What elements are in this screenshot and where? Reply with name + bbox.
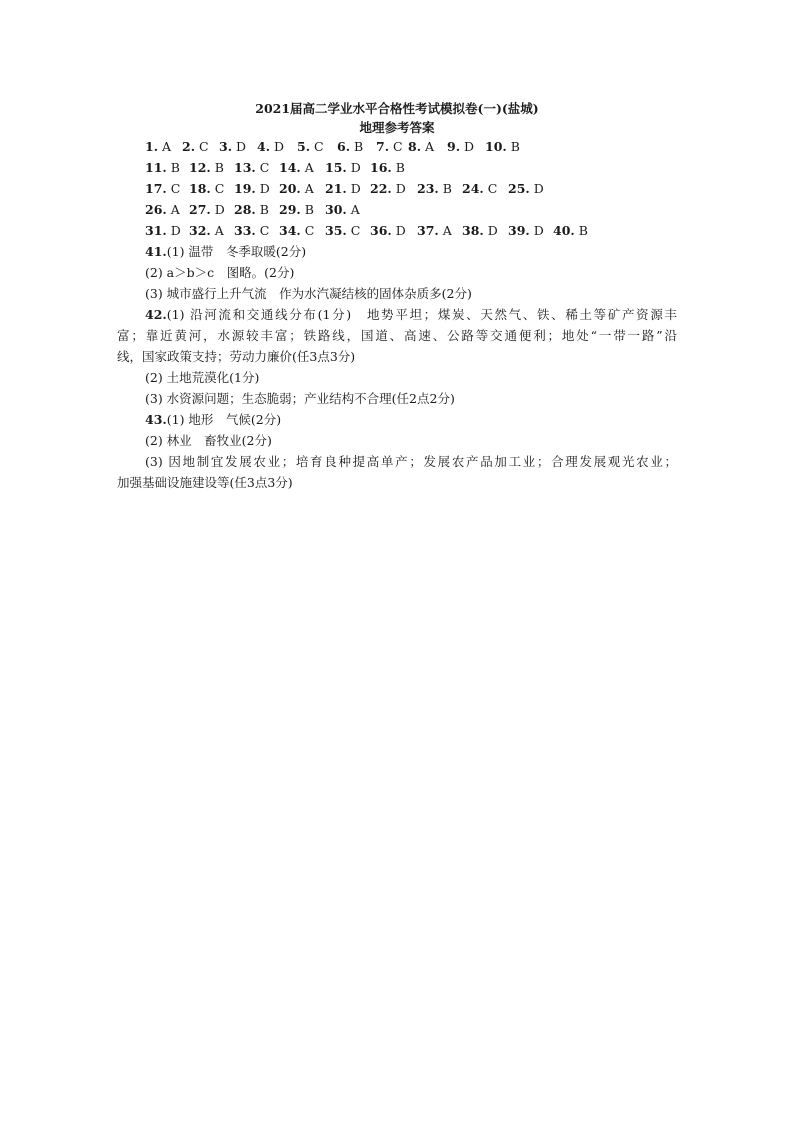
choice-question-number: 5. [297, 139, 311, 154]
choice-answer-letter: D [395, 223, 406, 238]
choice-question-number: 34. [279, 223, 301, 238]
choice-answer-letter: C [199, 139, 209, 154]
choice-answer-item [219, 139, 246, 154]
choice-answer-letter: A [425, 139, 435, 154]
choice-question-number: 3. [219, 139, 233, 154]
choice-answer-item [145, 223, 181, 238]
q42-number: 42. [145, 307, 167, 322]
q41-number: 41. [145, 244, 167, 259]
q43-part3-line1: (3) 因地制宜发展农业；培育良种提高单产；发展农产品加工业；合理发展观光农业； [145, 454, 677, 469]
choice-answer-item [234, 202, 269, 217]
choice-question-number: 11. [145, 160, 167, 175]
choice-question-number: 32. [189, 223, 211, 238]
choice-answer-item [325, 202, 360, 217]
q41-part1 [145, 243, 306, 261]
q43-part1-text: (1) 地形 气候(2分) [166, 412, 282, 427]
choice-answer-item [417, 223, 452, 238]
choice-answer-item [234, 160, 269, 175]
q43-part1 [145, 411, 281, 429]
choice-answer-item [234, 223, 269, 238]
choice-answer-letter: D [395, 181, 406, 196]
choice-question-number: 15. [325, 160, 347, 175]
choice-answer-item [145, 139, 171, 154]
choice-answer-item [370, 160, 405, 175]
choice-answer-letter: C [350, 223, 361, 238]
choice-answer-item [447, 139, 474, 154]
choice-answer-letter: A [162, 139, 172, 154]
choice-question-number: 10. [485, 139, 507, 154]
choice-question-number: 25. [508, 181, 530, 196]
choice-answer-item [408, 139, 434, 154]
choice-question-number: 40. [553, 223, 575, 238]
choice-answer-item [279, 202, 314, 217]
choice-question-number: 4. [257, 139, 271, 154]
choice-answer-letter: C [393, 139, 403, 154]
choice-question-number: 18. [189, 181, 211, 196]
choice-answer-item [462, 181, 497, 196]
choice-answer-letter: B [214, 160, 224, 175]
choice-question-number: 6. [337, 139, 351, 154]
choice-question-number: 35. [325, 223, 347, 238]
choice-question-number: 17. [145, 181, 167, 196]
choice-answer-letter: B [354, 139, 364, 154]
page-title: 2021届高二学业水平合格性考试模拟卷(一)(盐城) [255, 101, 539, 116]
q43-part2: (2) 林业 畜牧业(2分) [145, 433, 272, 448]
choice-question-number: 31. [145, 223, 167, 238]
choice-question-number: 14. [279, 160, 301, 175]
choice-answer-letter: A [214, 223, 224, 238]
choice-answer-item [234, 181, 270, 196]
choice-question-number: 33. [234, 223, 256, 238]
choice-question-number: 28. [234, 202, 256, 217]
choice-answer-letter: A [304, 181, 314, 196]
choice-answer-letter: B [170, 160, 180, 175]
choice-answer-letter: D [350, 160, 361, 175]
q42-part2: (2) 土地荒漠化(1分) [145, 370, 260, 385]
choice-question-number: 37. [417, 223, 439, 238]
choice-answer-letter: A [350, 202, 360, 217]
choice-question-number: 36. [370, 223, 392, 238]
choice-question-number: 26. [145, 202, 167, 217]
choice-answer-letter: C [259, 160, 270, 175]
choice-question-number: 22. [370, 181, 392, 196]
choice-answer-letter: B [395, 160, 405, 175]
choice-question-number: 19. [234, 181, 256, 196]
choice-answer-letter: B [578, 223, 588, 238]
choice-question-number: 27. [189, 202, 211, 217]
choice-question-number: 9. [447, 139, 461, 154]
choice-question-number: 16. [370, 160, 392, 175]
choice-question-number: 7. [376, 139, 390, 154]
q42-part1-line1 [145, 306, 677, 324]
choice-answer-letter: A [442, 223, 452, 238]
choice-answer-letter: C [259, 223, 270, 238]
choice-answer-letter: C [170, 181, 181, 196]
choice-answer-letter: D [274, 139, 285, 154]
choice-question-number: 24. [462, 181, 484, 196]
choice-answer-letter: A [304, 160, 314, 175]
q42-part1-line2: 富；靠近黄河，水源较丰富；铁路线，国道、高速、公路等交通便利；地处“一带一路”沿 [117, 328, 677, 343]
q43-part3-line2: 加强基础设施建设等(任3点3分) [117, 475, 293, 490]
choice-answer-letter: D [533, 181, 544, 196]
choice-answer-letter: D [350, 181, 361, 196]
choice-answer-item [508, 223, 544, 238]
choice-answer-item [508, 181, 544, 196]
choice-answer-letter: A [170, 202, 180, 217]
choice-question-number: 23. [417, 181, 439, 196]
choice-answer-item [485, 139, 520, 154]
q42-part3: (3) 水资源问题；生态脆弱；产业结构不合理(任2点2分) [145, 391, 455, 406]
choice-answer-item [145, 181, 180, 196]
choice-answer-item [145, 160, 180, 175]
choice-answer-letter: B [510, 139, 520, 154]
choice-answer-letter: D [533, 223, 544, 238]
choice-answer-item [370, 181, 406, 196]
choice-question-number: 29. [279, 202, 301, 217]
choice-answer-item [182, 139, 209, 154]
choice-question-number: 30. [325, 202, 347, 217]
choice-answer-item [145, 202, 180, 217]
choice-answer-item [462, 223, 498, 238]
choice-answer-item [376, 139, 403, 154]
choice-answer-letter: D [259, 181, 270, 196]
choice-answer-item [297, 139, 324, 154]
q42-part1-text: (1) 沿河流和交通线分布(1分) 地势平坦；煤炭、天然气、铁、稀土等矿产资源丰 [166, 307, 677, 322]
choice-answer-item [279, 181, 314, 196]
choice-answer-item [279, 223, 314, 238]
q42-part1-line3: 线，国家政策支持；劳动力廉价(任3点3分) [117, 349, 356, 364]
q41-part3: (3) 城市盛行上升气流 作为水汽凝结核的固体杂质多(2分) [145, 286, 472, 301]
choice-question-number: 20. [279, 181, 301, 196]
choice-answer-letter: B [259, 202, 269, 217]
choice-answer-letter: D [236, 139, 247, 154]
choice-answer-letter: C [487, 181, 498, 196]
choice-answer-letter: D [214, 202, 225, 217]
choice-answer-item [417, 181, 452, 196]
choice-answer-letter: D [487, 223, 498, 238]
choice-question-number: 38. [462, 223, 484, 238]
choice-answer-item [337, 139, 363, 154]
choice-answer-item [279, 160, 314, 175]
choice-question-number: 12. [189, 160, 211, 175]
choice-answer-letter: B [442, 181, 452, 196]
page-subtitle: 地理参考答案 [359, 120, 435, 135]
choice-answer-item [189, 223, 224, 238]
choice-answer-letter: C [214, 181, 225, 196]
choice-answer-letter: B [304, 202, 314, 217]
choice-answer-letter: D [464, 139, 475, 154]
choice-answer-item [325, 160, 361, 175]
choice-answer-item [370, 223, 406, 238]
choice-question-number: 21. [325, 181, 347, 196]
choice-answer-letter: C [314, 139, 324, 154]
choice-answer-item [553, 223, 588, 238]
choice-question-number: 2. [182, 139, 196, 154]
choice-answer-item [257, 139, 284, 154]
choice-answer-item [189, 202, 225, 217]
choice-answer-item [325, 181, 361, 196]
choice-answer-item [189, 181, 224, 196]
choice-question-number: 1. [145, 139, 159, 154]
q41-part1-text: (1) 温带 冬季取暖(2分) [166, 244, 307, 259]
choice-question-number: 8. [408, 139, 422, 154]
choice-question-number: 39. [508, 223, 530, 238]
choice-answer-letter: D [170, 223, 181, 238]
q43-number: 43. [145, 412, 167, 427]
choice-answer-item [325, 223, 360, 238]
choice-answer-letter: C [304, 223, 315, 238]
choice-answer-item [189, 160, 224, 175]
q41-part2: (2) a＞b＞c 图略。(2分) [145, 265, 295, 280]
choice-question-number: 13. [234, 160, 256, 175]
